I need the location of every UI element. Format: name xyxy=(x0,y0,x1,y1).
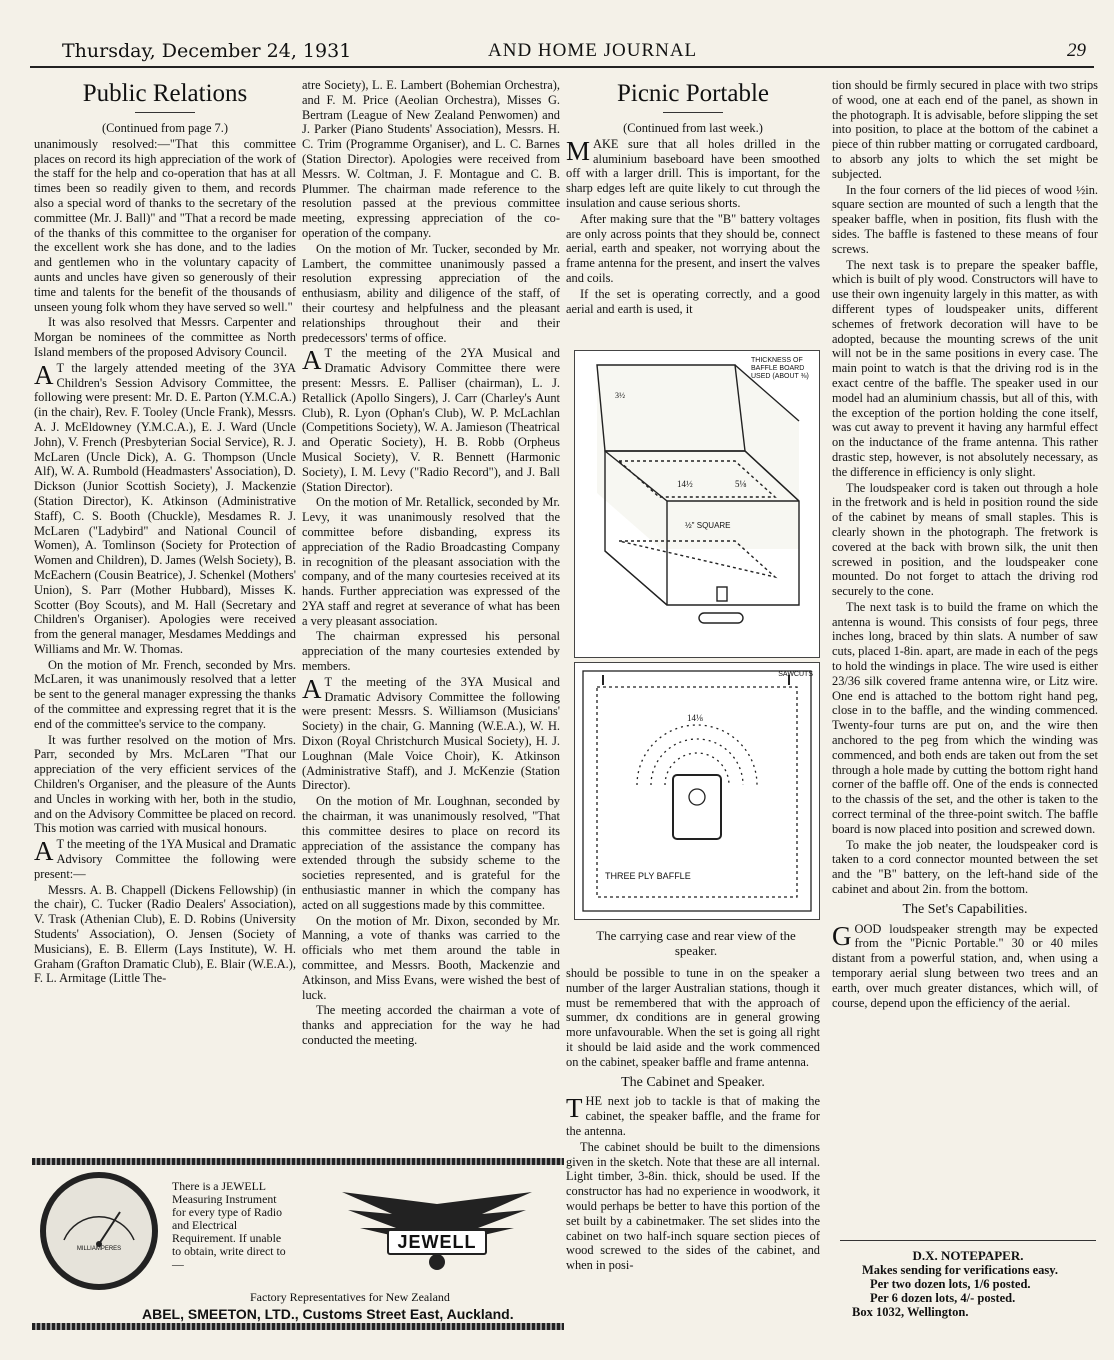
diagram-carrying-case xyxy=(574,350,820,658)
paragraph: On the motion of Mr. Dixon, seconded by Mr. Manning, a vote of thanks was carried to the officials who met them around the table in committee, and Messrs. Booth, Mackenzie and Atkinson, and Miss Evans, were wished the best of luck. xyxy=(302,913,560,1002)
jewell-advertisement xyxy=(32,1158,564,1330)
ad-body-text: There is a JEWELL Measuring Instrument for every type of Radio and Electrical Requirement. If unable to obtain, write direct to— xyxy=(172,1179,286,1271)
drop-cap: G xyxy=(832,920,852,951)
column-picnic-portable-bottom xyxy=(566,966,820,1322)
paragraph: It was also resolved that Messrs. Carpenter and Morgan be nominees of the committee as North Island members of the proposed Advisory Council. xyxy=(34,315,296,359)
paragraph: The next task is to prepare the speaker baffle, which is built of ply wood. Constructors will have to use their own ingenuity largely in this matter, as with different types of loudspeaker units, different schemes of fretwork decoration will have to be adopted, because the mounting screws of the unit will not be in the same positions in every case. The main point to watch is that the driving rod is in the exact centre of the baffle. The speaker used in our model had an aluminium chassis, but all of this, with the exception of the portion holding the cone itself, was cut away to prevent it having any harmful effect on the inductance of the frame antenna. This rather drastic step, however, is not absolutely necessary, as the difference in efficiency is only slight. xyxy=(832,257,1098,479)
title-rule xyxy=(663,112,723,113)
paragraph: On the motion of Mr. Tucker, seconded by Mr. Lambert, the committee unanimously passed a resolution expressing appreciation of the enthusiasm, ability and diligence of the staff, of their courtesy and helpfulness and the pleasant relationships throughout their and their predecessors' terms of office. xyxy=(302,241,560,345)
label-baffle-thickness: THICKNESS OF BAFFLE BOARD USED (ABOUT ⅜) xyxy=(751,357,809,380)
paragraph: After making sure that the "B" battery voltages are only across points that they should be, connect aerial, earth and speaker, not worrying about the frame antenna for the present, and insert the valves and coils. xyxy=(566,211,820,285)
article-title-picnic-portable: Picnic Portable xyxy=(616,80,770,107)
jewell-logo xyxy=(332,1184,542,1274)
carrying-case-drawing xyxy=(575,351,819,657)
drop-cap: A xyxy=(302,673,322,704)
paragraph: A T the meeting of the 2YA Musical and Dramatic Advisory Committee there were present: Messrs. E. Palliser (chairman), L. J. Retallick (Apollo Singers), J. Carr (Charley's Aunt Club), R. Lyon (Ophan's Club), W. P. McLachlan (Competitions Society), W. A. Jamieson (Theatrical and Operatic Society), H. B. Robb (Orpheus Musical Society), V. R. Bennett (Harmonic Society), I. M. Levy ("Radio Record"), and J. Ball (Station Director). xyxy=(302,345,560,494)
label-three-ply-baffle: THREE PLY BAFFLE xyxy=(605,871,691,881)
paragraph: MAKE sure that all holes drilled in the aluminium baseboard have been smoothed off with a larger drill. This is important, for the sharp edges left are quite likely to cut through the insulation and cause serious shorts. xyxy=(566,135,820,210)
paragraph: It was further resolved on the motion of Mrs. Parr, seconded by Mrs. McLaren "That our appreciation of the very efficient services of the Children's Organiser, and the pleasure of the Aunts and Uncles in working with her, both in the studio, and on the Advisory Committee be placed on record. This motion was carried with musical honours. xyxy=(34,732,296,836)
paragraph: THE next job to tackle is that of making the cabinet, the speaker baffle, and the frame for the antenna. xyxy=(566,1093,820,1138)
paragraph: should be possible to tune in on the speaker a number of the larger Australian stations, though it must be remembered that with the approach of summer, dx conditions are in general growing more unfavourable. When the set is going all right it should be laid aside and the work commenced on the cabinet, speaker baffle and frame antenna. xyxy=(566,966,820,1069)
drop-cap: T xyxy=(566,1093,583,1124)
notepaper-title: D.X. NOTEPAPER. xyxy=(912,1248,1024,1263)
column-picnic-portable-cont xyxy=(832,78,1098,1236)
paragraph: The meeting accorded the chairman a vote of thanks and appreciation for the way he had conducted the meeting. xyxy=(302,1003,560,1047)
label-sawcuts: SAWCUTS xyxy=(778,671,813,678)
header-rule xyxy=(30,66,1094,68)
page-header xyxy=(30,40,1094,64)
notepaper-rule xyxy=(840,1240,1096,1241)
label-dimension: 14½ xyxy=(677,479,693,489)
paragraph: A T the meeting of the 1YA Musical and Dramatic Advisory Committee the following were present:— xyxy=(34,836,296,881)
drop-cap: A xyxy=(34,836,54,867)
ad-border-bottom xyxy=(32,1323,564,1330)
meter-dial-icon xyxy=(46,1178,152,1284)
label-dimension: 14⅛ xyxy=(687,713,703,723)
notepaper-advert xyxy=(840,1240,1096,1319)
column-picnic-portable-top xyxy=(566,70,820,352)
continued-note: (Continued from last week.) xyxy=(623,121,763,135)
logo-text: JEWELL xyxy=(397,1232,477,1252)
ad-footer-line: Factory Representatives for New Zealand xyxy=(250,1290,450,1304)
column-public-relations xyxy=(34,70,296,1160)
header-date: Thursday, December 24, 1931 xyxy=(62,40,352,62)
subheading-cabinet-speaker: The Cabinet and Speaker. xyxy=(621,1074,765,1090)
paragraph: The next task is to build the frame on which the antenna is wound. This consists of four pegs, three inches long, braced by thin slats. A number of saw cuts, placed 1-8in. apart, are made in each of the pegs to hold the windings in place. The wire used is either 23/36 silk covered frame antenna wire, or Litz wire. One end is attached to the bottom right hand peg, close in to the baffle, and the winding commenced. Twenty-four turns are put on, and the wire then anchored to the peg from which the winding was commenced, and both ends are taken out from the set through a hole made by cutting the bottom right hand corner of the baffle off. One of the ends is connected to the chassis of the set, and the other is taken to the correct terminal of the three-point switch. The baffle board is now placed into position and screwed down. xyxy=(832,599,1098,836)
diagram-speaker-rear xyxy=(574,662,820,920)
notepaper-line: Box 1032, Wellington. xyxy=(852,1305,969,1319)
paragraph: The cabinet should be built to the dimensions given in the sketch. Note that these are all internal. Light timber, 3-8in. thick, should be used. If the constructor has had no experience in woodwork, it would perhaps be better to have this portion of the set built by a cabinetmaker. The set slides into the cabinet on two half-inch square section pieces of wood screwed to the sides of the cabinet, and when in posi- xyxy=(566,1139,820,1273)
header-page-number: 29 xyxy=(1067,40,1086,61)
title-rule xyxy=(135,112,195,113)
header-title: AND HOME JOURNAL xyxy=(488,40,698,61)
label-dimension: 5⅛ xyxy=(735,479,747,489)
label-square: ½" SQUARE xyxy=(685,521,731,530)
paragraph: GOOD loudspeaker strength may be expected from the "Picnic Portable." 30 or 40 miles distant from a powerful station, and, when using a temporary aerial slung between two trees and an earth, over much greater distances, which will, of course, depend upon the efficiency of the aerial. xyxy=(832,920,1098,1010)
paragraph: If the set is operating correctly, and a good aerial and earth is used, it xyxy=(566,286,820,316)
paragraph: atre Society), L. E. Lambert (Bohemian Orchestra), and F. M. Price (Aeolian Orchestra), Misses G. Bertram (League of New Zealand Penwomen) and J. Parker (Piano Students' Association), Messrs. H. C. Trim (Programme Organiser), and L. C. Barnes (Station Director). Apologies were received from Messrs. W. Coltman, J. F. Montague and C. B. Plummer. The chairman made reference to the resolution passed at the previous committee meeting, expressing appreciation of the co-operation of the company. xyxy=(302,78,560,240)
notepaper-line: Per 6 dozen lots, 4/- posted. xyxy=(870,1291,1016,1305)
meter-illustration xyxy=(40,1172,158,1290)
paragraph: A T the meeting of the 3YA Musical and Dramatic Advisory Committee the following were present: Messrs. S. Williamson (Musicians' Society) in the chair, G. Manning (W.E.A.), W. H. Dixon (Royal Christchurch Musical Society), H. J. Loughnan (Male Voice Choir), K. Atkinson (Administrative Staff), and J. McKenzie (Station Director). xyxy=(302,673,560,793)
column-public-relations-cont xyxy=(302,78,560,1160)
drop-cap: A xyxy=(34,359,54,390)
paragraph: To make the job neater, the loudspeaker cord is taken to a cord connector mounted between the set and the "B" battery, on the left-hand side of the cabinet and about 2in. from the bottom. xyxy=(832,837,1098,897)
paragraph: tion should be firmly secured in place with two strips of wood, one at each end of the panel, as shown in the photograph. It is advisable, before slipping the set into position, to place at the bottom of the cabinet a piece of thin rubber matting or corrugated cardboard, to absorb any jolts to which the set might be subjected. xyxy=(832,78,1098,181)
paragraph: In the four corners of the lid pieces of wood ½in. square section are mounted of such a length that the speaker baffle, when in position, fits flush with the sides. The baffle is fastened to these means of four screws. xyxy=(832,182,1098,256)
article-title-public-relations: Public Relations xyxy=(82,80,248,107)
ad-border-top xyxy=(32,1158,564,1165)
paragraph: On the motion of Mr. Loughnan, seconded by the chairman, it was unanimously resolved, "That this committee desires to place on record its appreciation of the assistance the company has extended through the subsidy scheme to the societies represented, and is grateful for the enthusiastic manner in which the company has acted on all suggestions made by this committee. xyxy=(302,794,560,912)
paragraph: unanimously resolved:—"That this committee places on record its high appreciation of the work of the staff for the help and co-operation that has at all times been so readily given to them, and records also a special word of thanks to the secretary of the committee (Mr. J. Ball)" and "That a record be made of the thanks of this committee to the organiser for the excellent work she has done, and to the ladies and gentlemen who in the voluntary capacity of aunts and uncles have given so generously of their time and talents for the benefit of the thousands of unseen young folk whom they have served so well." xyxy=(34,136,296,314)
paragraph: On the motion of Mr. Retallick, seconded by Mr. Levy, it was unanimously resolved that the committee before disbanding, express its appreciation of the Radio Broadcasting Company in recognition of the pleasant association with the company, and of the many courtesies received at its hands. Further appreciation was expressed of the 2YA staff and regret at severance of what has been a very pleasant association. xyxy=(302,495,560,628)
meter-label: MILLIAMPERES xyxy=(76,1246,122,1252)
paragraph: A T the largely attended meeting of the 3YA Children's Session Advisory Committee, the following were present: Mr. D. E. Parton (Y.M.C.A.) (in the chair), Rev. F. Tooley (Uncle Frank), Messrs. A. J. McEldowney (Y.M.C.A.), E. J. Ward (Uncle John), V. French (Presbyterian Social Service), R. J. McLaren (Uncle Dick), A. G. Thompson (Uncle Alf), W. A. Rumbold (Headmasters' Association), D. Dickson (Junior Scottish Society), J. Mackenzie (Station Director), K. Atkinson (Administrative Staff), C. S. Booth (Chuckle), Mesdames R. J. McLaren ("Ladybird" and National Council of Women), A. Tomlinson (Society for Protection of Women and Children), D. James (Welsh Society), B. McEachern (Cousin Beatrice), J. Schenkel (Mothers' Union), S. Parr (Mother Hubbard), Misses K. Scotter (Boy Scouts), and M. Hall (Secretary and Children's Organiser). Apologies were received from the general manager, Mesdames Meddings and Williams and Mr. W. Thomas. xyxy=(34,359,296,656)
drop-cap: A xyxy=(302,345,322,376)
ad-company-address: ABEL, SMEETON, LTD., Customs Street East, Auckland. xyxy=(142,1306,514,1322)
subheading-capabilities: The Set's Capabilities. xyxy=(902,901,1028,917)
paragraph: Messrs. A. B. Chappell (Dickens Fellowship) (in the chair), C. Tucker (Radio Dealers' Association), V. Trask (Athenian Club), E. D. Robins (University Students' Association), O. Jensen (Society of Musicians), E. B. Ellerm (Lays Institute), W. H. Graham (Grafton Dramatic Club), E. Blair (W.E.A.), F. L. Armitage (Little The- xyxy=(34,882,296,986)
jewell-wings-logo-icon xyxy=(332,1184,542,1274)
figure-caption: The carrying case and rear view of the speaker. xyxy=(596,928,796,958)
paragraph: On the motion of Mr. French, seconded by Mrs. McLaren, it was unanimously resolved that a letter be sent to the general manager expressing the thanks of the committee and expressing regret that it is the end of the committee's service to the company. xyxy=(34,657,296,731)
continued-note: (Continued from page 7.) xyxy=(102,121,228,135)
paragraph: The chairman expressed his personal appreciation of the many courtesies extended by members. xyxy=(302,629,560,674)
drop-cap: M xyxy=(566,135,591,166)
paragraph: The loudspeaker cord is taken out through a hole in the fretwork and is held in position round the side of the cabinet by means of small staples. This is clearly shown in the photograph. The fretwork is covered at the back with brown silk, the unit then screwed in position, and the loudspeaker cone mounted. Do not forget to attach the driving rod securely to the cone. xyxy=(832,480,1098,599)
notepaper-line: Per two dozen lots, 1/6 posted. xyxy=(870,1277,1031,1291)
notepaper-line: Makes sending for verifications easy. xyxy=(862,1263,1058,1277)
label-dimension: 3½ xyxy=(615,391,625,400)
